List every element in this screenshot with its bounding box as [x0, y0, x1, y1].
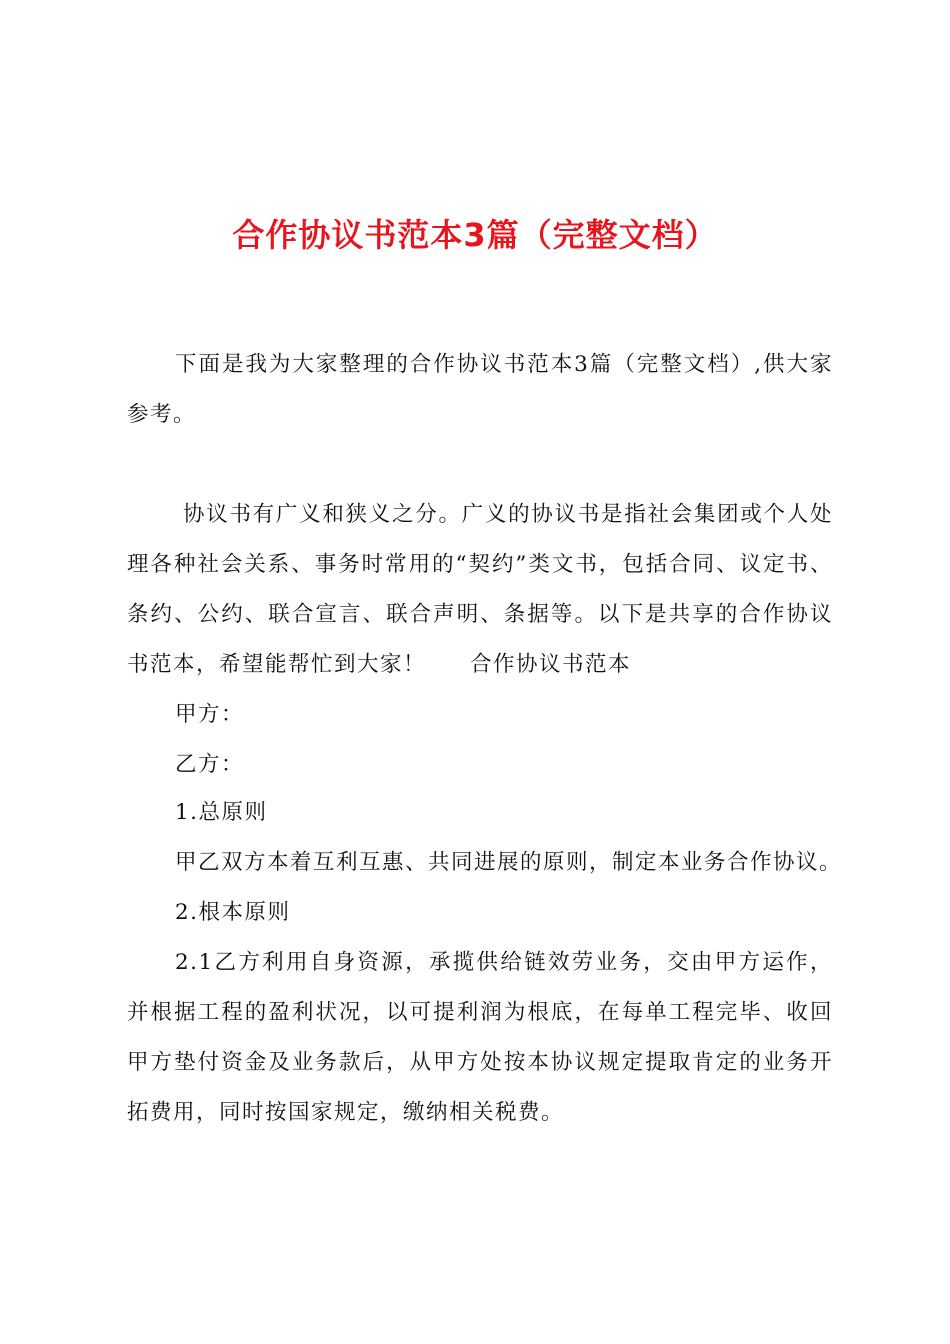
party-a-label: 甲方： [175, 702, 245, 727]
clause-1-heading: 1.总原则 [175, 800, 268, 825]
section-title: 合作协议书范本 [470, 652, 632, 677]
party-b-label: 乙方： [175, 752, 245, 777]
intro-paragraph: 下面是我为大家整理的合作协议书范本3篇（完整文档）,供大家参考。 [127, 352, 833, 427]
document-title: 合作协议书范本3篇（完整文档） [232, 216, 718, 254]
clause-2-heading: 2.根本原则 [175, 900, 291, 925]
definition-paragraph [127, 490, 833, 690]
definition-text: 协议书有广义和狭义之分。广义的协议书是指社会集团或个人处理各种社会关系、事务时常用的“契约”类文书，包括合同、议定书、条约、公约、联合宣言、联合声明、条据等。以下是共享的合作协议书范本，希望能帮忙到大家！ [127, 502, 833, 677]
clause-1-text: 甲乙双方本着互利互惠、共同进展的原则，制定本业务合作协议。 [175, 850, 843, 875]
clause-2-1-text: 2.1乙方利用自身资源，承揽供给链效劳业务，交由甲方运作，并根据工程的盈利状况，以可提利润为根底，在每单工程完毕、收回甲方垫付资金及业务款后，从甲方处按本协议规定提取肯定的业务开拓费用，同时按国家规定，缴纳相关税费。 [127, 950, 833, 1125]
